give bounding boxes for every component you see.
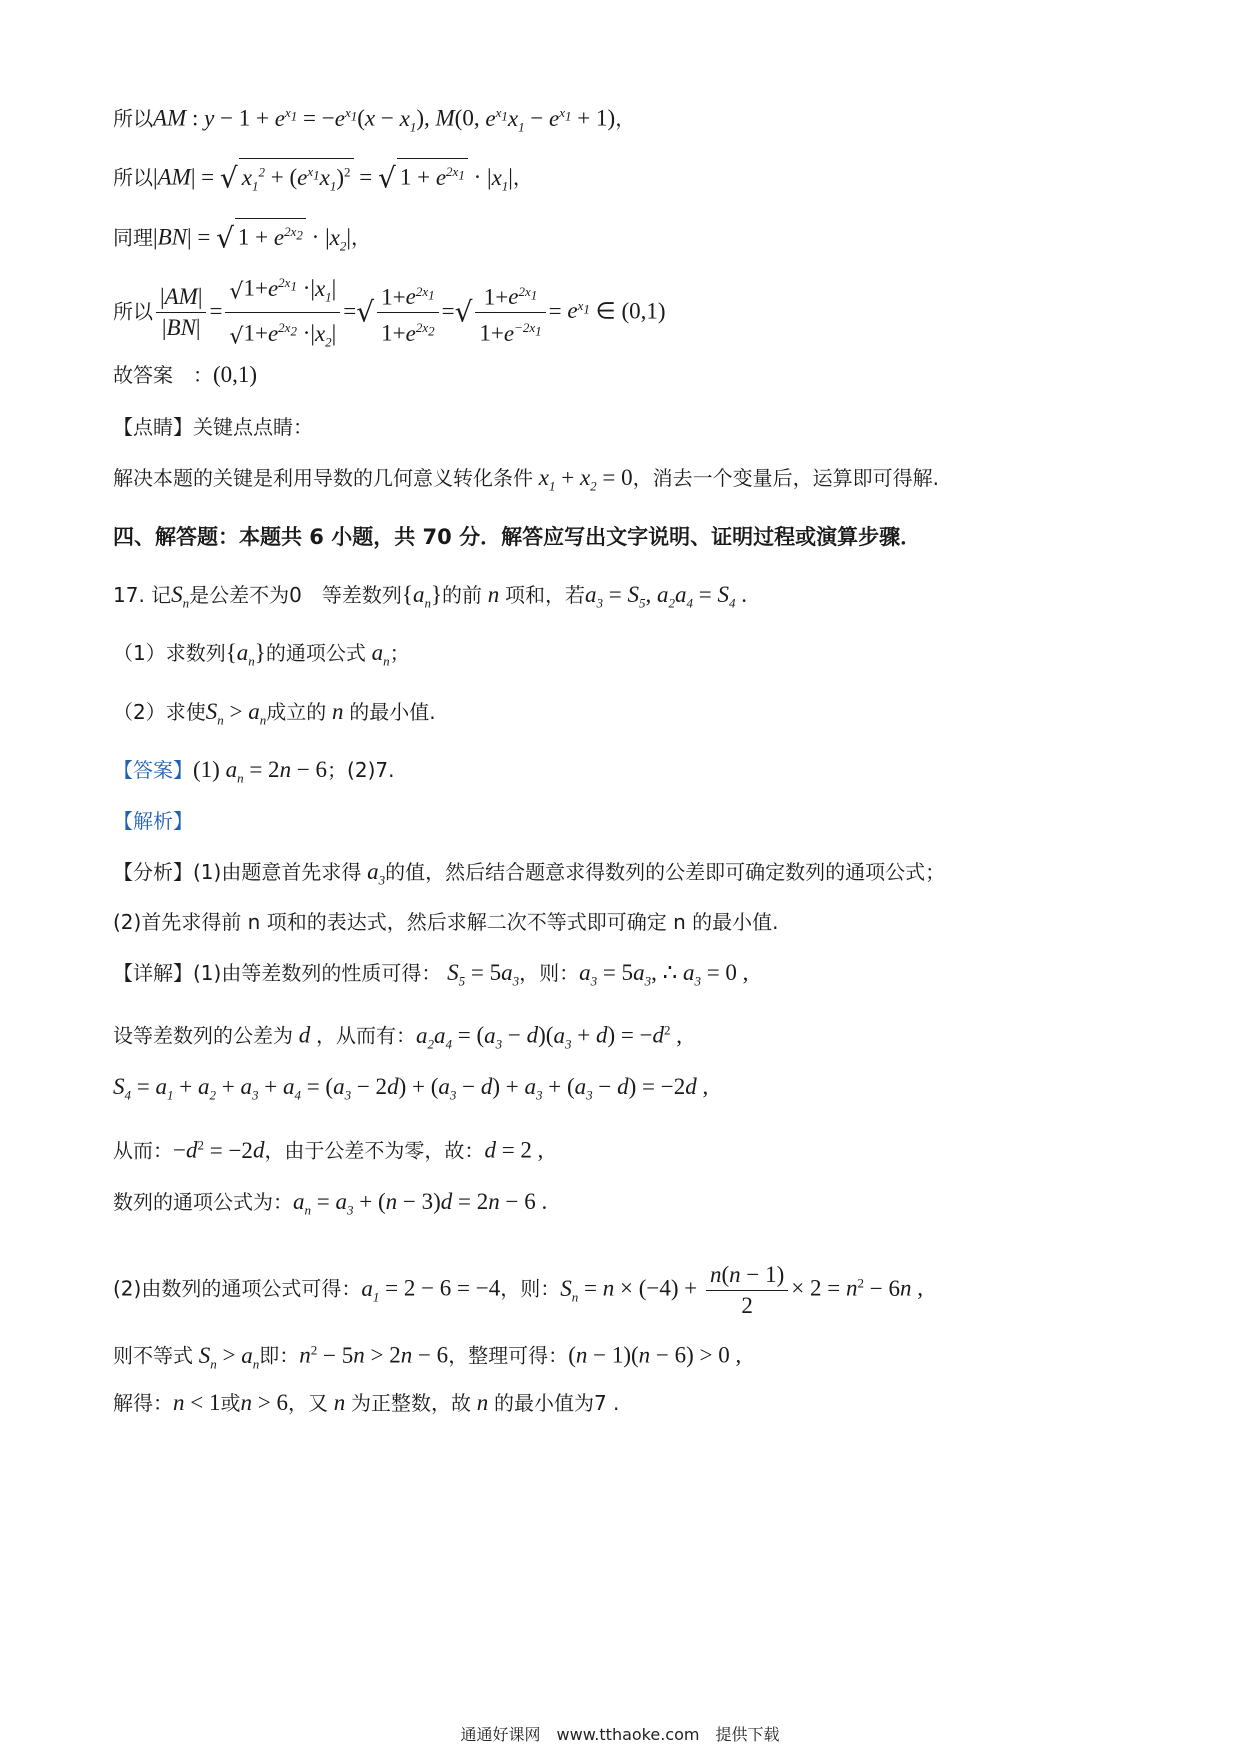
xiangjie-tag: 【详解】 <box>113 961 193 985</box>
text-part: 成立的 <box>266 700 327 724</box>
text-part: 则不等式 <box>113 1343 193 1368</box>
section-heading: 四、解答题：本题共 6 小题，共 70 分．解答应写出文字说明、证明过程或演算步骤． <box>113 525 922 549</box>
jiexi-tag <box>113 806 1180 836</box>
text-part: (1) <box>193 757 220 782</box>
text-part: 即： <box>259 1343 300 1368</box>
text-part: ，从而有： <box>316 1023 416 1048</box>
text-part: 是公差不为0 等差数列 <box>189 583 402 607</box>
text-part: 的最小值为7 . <box>493 1391 620 1415</box>
text-part: 为正整数，故 <box>350 1391 471 1415</box>
answer-value: (0,1) <box>213 362 258 387</box>
xiangjie-line-5: 数列的通项公式为：$a_n = a_3 + (n - 3)d = 2n - 6$ . <box>113 1189 548 1218</box>
text-part: (1)由等差数列的性质可得： <box>193 961 442 985</box>
page-footer: 通通好课网 www.tthaoke.com 提供下载 <box>460 1725 780 1744</box>
dianjing-body: 解决本题的关键是利用导数的几何意义转化条件 $x_1 + x_2 = 0$，消去一个变量后，运算即可得解. <box>113 465 940 494</box>
text-part: ，整理可得： <box>448 1343 569 1368</box>
jiexi-text: 【解析】 <box>113 809 193 833</box>
fenxi-tag: 【分析】 <box>113 860 193 884</box>
text-part: ，由于公差不为零，故： <box>264 1138 485 1163</box>
text-part: 的最小值. <box>349 700 436 724</box>
xiangjie-line-3: $S_4 = a_1 + a_2 + a_3 + a_4 = (a_3 - 2d) + (a_3 - d) + a_3 + (a_3 - d) = -2d$ , <box>113 1074 709 1103</box>
text-prefix: 同理 <box>113 225 153 250</box>
fenxi-line-2 <box>113 907 1180 937</box>
equation-line-am-length: 所以|AM| = √ $x_1^2 + (e^{x_1}x_1)^2$ = √ $1 + e^{2x_1} \cdot |x_1|$， <box>113 158 1180 201</box>
text-part: 的通项公式 <box>265 641 366 665</box>
text-part: ，又 <box>287 1391 328 1415</box>
text-prefix: 所以 <box>113 165 153 190</box>
xiangjie-line-4: 从而：$-d^2 = -2d$，由于公差不为零，故：d = 2 , <box>113 1137 544 1163</box>
text-part: 解决本题的关键是利用导数的几何意义转化条件 <box>113 466 533 490</box>
equation-line-am: 所以AM : $y - 1 + e^{x_1} = -e^{x_1}(x - x_1)$, M(0, $e^{x_1}x_1 - e^{x_1} + 1$)， <box>113 105 636 135</box>
text-part: ，则： <box>519 961 580 985</box>
fenxi-line-1: 【分析】(1)由题意首先求得 $a_3$的值，然后结合题意求得数列的公差即可确定数列的通项公式； <box>113 859 946 888</box>
dianjing-text: 【点睛】关键点点睛： <box>113 415 313 439</box>
text-part: 的值，然后结合题意求得数列的公差即可确定数列的通项公式； <box>385 860 946 884</box>
dianjing-title <box>113 412 1180 442</box>
text-part: （2）求使 <box>113 700 206 724</box>
text-part: ； <box>389 641 410 665</box>
question-17: 17. 记$S_n$是公差不为0 等差数列$\{a_n\}$的前 n 项和，若$a_3 = S_5$, $a_2a_4 = S_4$ . <box>113 582 747 611</box>
text-part: (2)首先求得前 n 项和的表达式，然后求解二次不等式即可确定 n 的最小值. <box>113 910 779 934</box>
text-part: 解得： <box>113 1391 173 1415</box>
text-part: 数列的通项公式为： <box>113 1190 293 1214</box>
text-part: ，则： <box>500 1276 561 1301</box>
text-prefix: 所以 <box>113 299 153 324</box>
answer-label: 故答案 ： <box>113 363 213 387</box>
text-part: 项和，若 <box>505 583 585 607</box>
xiangjie-line-6: (2)由数列的通项公式可得：$a_1 = 2 - 6 = -4$，则：$S_n = n \times (-4)$ + $\frac{n(n - 1)}{2}$ × $2 = n^2 - 6n$ , <box>113 1261 923 1318</box>
text-part: (1)由题意首先求得 <box>193 860 362 884</box>
text-part: (2)由数列的通项公式可得： <box>113 1276 362 1301</box>
equation-line-ratio: 所以 $\frac{|AM|}{|BN|}$ = $\frac{√1+e^{2x_1} \cdot|x_1|}{√1+e^{2x_2} \cdot|x_2|}$ =√ $\frac{1+e^{2x_1}}{1+e^{2x_2}}$ =√ $\frac{1+e^{2x_1}}{1+e^{-2x_1}}$ = $e^{x_1}$ ∈ (0,1) <box>113 268 1180 340</box>
text-part: 或 <box>220 1391 241 1415</box>
xiangjie-line-1: 【详解】(1)由等差数列的性质可得： $S_5 = 5a_3$，则：$a_3 = 5a_3$, ∴ $a_3 = 0$ , <box>113 960 749 989</box>
question-17-part1: （1）求数列$\{a_n\}$的通项公式 $a_n$； <box>113 640 410 669</box>
text-part: 从而： <box>113 1138 173 1163</box>
xiangjie-line-2: 设等差数列的公差为 d ，从而有：$a_2a_4 = (a_3 - d)(a_3 + d) = -d^2$ , <box>113 1022 683 1052</box>
xiangjie-line-7: 则不等式 $S_n > a_n$即：$n^2 - 5n > 2n - 6$，整理可得：(n − 1)(n − 6) > 0 , <box>113 1342 742 1372</box>
answer-line <box>113 360 1180 390</box>
text-part: ，消去一个变量后，运算即可得解. <box>632 466 940 490</box>
answer-17: 【答案】(1) $a_n = 2n - 6$；(2)7. <box>113 757 395 786</box>
text-part: 17. 记 <box>113 583 172 607</box>
equation-line-bn-length: 同理|BN| = √ $1 + e^{2x_2} \cdot |x_2|$， <box>113 218 1180 261</box>
xiangjie-line-8: 解得：n < 1或n > 6，又 n 为正整数，故 n 的最小值为7 . <box>113 1390 620 1415</box>
text-part: 设等差数列的公差为 <box>113 1023 293 1048</box>
text-part: 的前 <box>442 583 482 607</box>
answer-tag: 【答案】 <box>113 758 193 782</box>
text-part: ；(2)7. <box>327 758 395 782</box>
text-part: （1）求数列 <box>113 641 226 665</box>
question-17-part2: （2）求使$S_n > a_n$成立的 n 的最小值. <box>113 699 436 728</box>
